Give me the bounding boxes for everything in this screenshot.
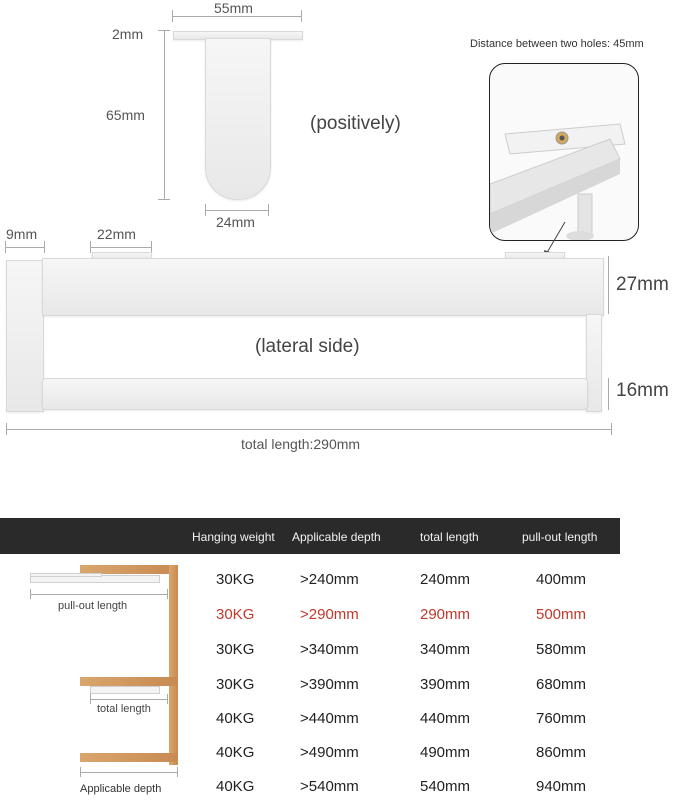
top-rail-height-label: 27mm	[616, 274, 669, 295]
plate-width-label: 55mm	[214, 0, 253, 16]
end-cap	[6, 260, 44, 412]
width-line	[205, 210, 269, 211]
header-pull-out-length: pull-out length	[522, 530, 598, 544]
header-hanging-weight: Hanging weight	[192, 530, 275, 544]
table-row-highlighted: 30KG >290mm 290mm 500mm	[216, 606, 587, 623]
table-row: 30KG >340mm 340mm 580mm	[216, 641, 587, 658]
table-row: 30KG >240mm 240mm 400mm	[216, 571, 587, 588]
total-length-line	[6, 429, 612, 430]
plate-width-line	[172, 16, 302, 17]
spec-table-header	[0, 518, 620, 554]
bracket-body	[205, 38, 271, 200]
side-view	[0, 220, 679, 460]
total-length-label: total length:290mm	[241, 436, 361, 452]
table-row: 40KG >490mm 490mm 860mm	[216, 744, 587, 761]
plate-thickness-label: 2mm	[112, 26, 144, 42]
table-row: 40KG >540mm 540mm 940mm	[216, 778, 587, 795]
callout-frame	[489, 63, 639, 241]
wood-side-panel	[169, 565, 178, 765]
pull-out-length-label: pull-out length	[58, 600, 128, 612]
hole-distance-caption: Distance between two holes: 45mm	[470, 38, 644, 50]
closeup-illustration	[490, 64, 638, 240]
table-row: 40KG >440mm 440mm 760mm	[216, 710, 587, 727]
applicable-depth-label: Applicable depth	[80, 783, 162, 795]
total-length-diagram-label: total length	[97, 703, 151, 715]
height-line	[164, 30, 165, 200]
height-label: 65mm	[106, 107, 145, 123]
wood-bottom-shelf	[80, 753, 178, 762]
rail-retracted	[90, 686, 160, 694]
left-gap-label: 9mm	[6, 226, 38, 242]
right-upright	[586, 314, 602, 412]
header-applicable-depth: Applicable depth	[292, 530, 381, 544]
lateral-side-label: (lateral side)	[255, 336, 360, 357]
header-total-length: total length	[420, 530, 479, 544]
table-row: 30KG >390mm 390mm 680mm	[216, 676, 587, 693]
top-rail	[42, 258, 604, 316]
bottom-rail	[42, 378, 588, 410]
cabinet-diagram	[0, 560, 190, 800]
bottom-rail-height-label: 16mm	[616, 380, 669, 401]
mount-width-label: 22mm	[97, 226, 136, 242]
wood-middle-shelf	[80, 677, 178, 686]
width-label: 24mm	[216, 214, 255, 230]
positively-label: (positively)	[310, 113, 401, 134]
